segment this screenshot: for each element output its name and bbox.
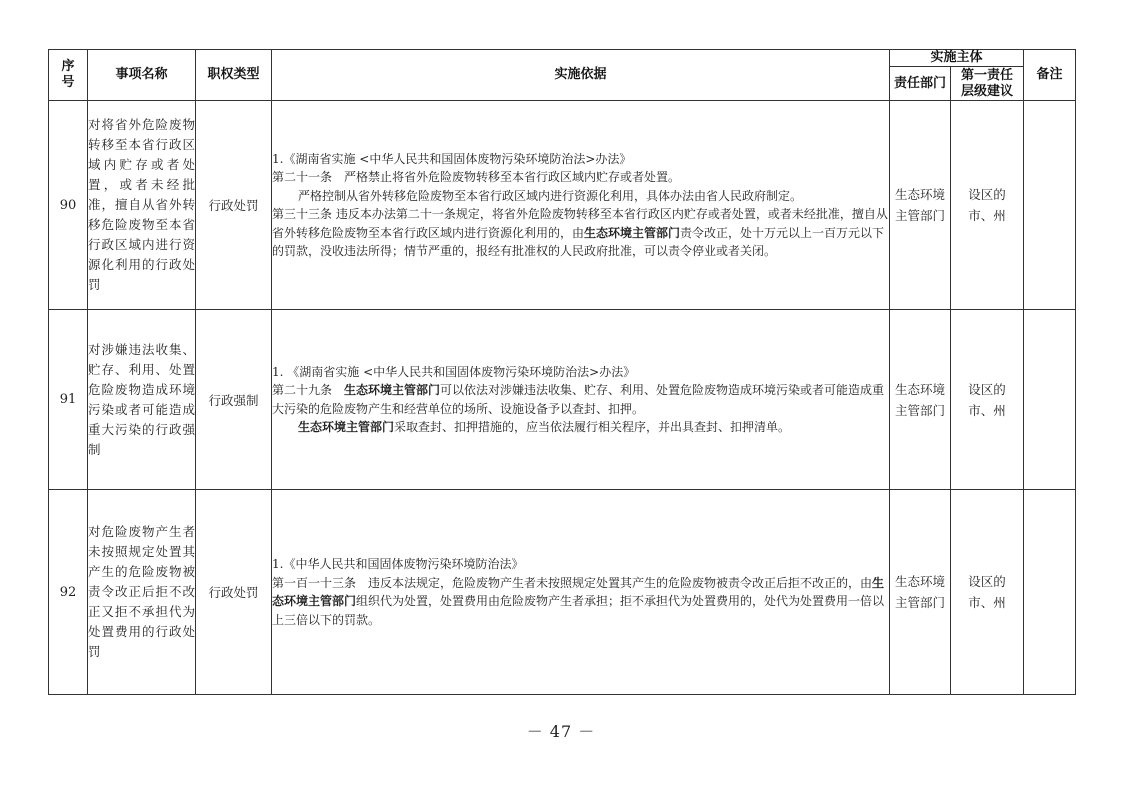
basis-line: 1.《中华人民共和国固体废物污染环境防治法》 — [272, 557, 524, 571]
basis-line — [272, 381, 889, 418]
basis-line — [272, 205, 889, 261]
basis-line — [272, 574, 889, 630]
table-row — [49, 490, 1076, 695]
row-number: 90 — [49, 101, 88, 310]
authority-table — [48, 49, 1076, 695]
page-number: － 47 － — [526, 722, 596, 741]
header-level: 第一责任 层级建议 — [951, 67, 1024, 101]
header-power-type: 职权类型 — [196, 50, 272, 101]
responsible-dept: 生态环境 主管部门 — [890, 310, 951, 490]
table-row — [49, 310, 1076, 490]
row-number: 91 — [49, 310, 88, 490]
header-basis: 实施依据 — [272, 50, 890, 101]
basis-text — [272, 490, 890, 695]
basis-line — [272, 418, 889, 437]
remark-cell — [1024, 310, 1076, 490]
power-type: 行政强制 — [196, 310, 272, 490]
header-remark: 备注 — [1024, 50, 1076, 101]
basis-text-segment: 组织代为处置，处置费用由危险废物产生者承担；拒不承担代为处置费用的，处代为处置费用一倍以上三倍以下的罚款。 — [272, 594, 885, 627]
basis-line: 严格控制从省外转移危险废物至本省行政区域内进行资源化利用，具体办法由省人民政府制定。 — [298, 188, 803, 203]
responsibility-level: 设区的 市、州 — [951, 310, 1024, 490]
basis-text-segment: 采取查封、扣押措施的，应当依法履行相关程序，并出具查封、扣押清单。 — [394, 420, 791, 434]
power-type: 行政处罚 — [196, 101, 272, 310]
basis-text-segment: 可以依法对涉嫌违法收集、贮存、利用、处置危险废物造成环境污染或者可能造成重大污染的危险废物产生和经营单位的场所、设施设备予以查封、扣押。 — [272, 383, 885, 416]
header-dept: 责任部门 — [890, 67, 951, 101]
basis-text — [272, 310, 890, 490]
item-name: 对危险废物产生者未按照规定处置其产生的危险废物被责令改正后拒不改正又拒不承担代为处置费用的行政处罚 — [88, 490, 196, 695]
header-no: 序 号 — [49, 50, 88, 101]
dept-keyword: 生态环境主管部门 — [298, 420, 395, 434]
remark-cell — [1024, 101, 1076, 310]
power-type: 行政处罚 — [196, 490, 272, 695]
responsible-dept: 生态环境 主管部门 — [890, 101, 951, 310]
remark-cell — [1024, 490, 1076, 695]
basis-line: 1. 《湖南省实施 <中华人民共和国固体废物污染环境防治法>办法》 — [272, 364, 636, 379]
header-subject: 实施主体 — [890, 50, 1024, 67]
basis-text — [272, 101, 890, 310]
dept-keyword: 生态环境主管部门 — [584, 225, 681, 240]
item-name: 对将省外危险废物转移至本省行政区域内贮存或者处置，或者未经批准，擅自从省外转移危险废物至本省行政区域内进行资源化利用的行政处罚 — [88, 101, 196, 310]
dept-keyword: 生态环境主管部门 — [272, 575, 885, 608]
responsibility-level: 设区的 市、州 — [951, 490, 1024, 695]
basis-text-segment: 第二十九条 — [272, 383, 345, 397]
basis-text-segment: 第三十三条 违反本办法第二十一条规定，将省外危险废物转移至本省行政区内贮存或者处置，或者未经批准，擅自从省外转移危险废物至本省行政区域内进行资源化利用的，由 — [272, 207, 888, 240]
item-name: 对涉嫌违法收集、贮存、利用、处置危险废物造成环境污染或者可能造成重大污染的行政强制 — [88, 310, 196, 490]
basis-line: 1.《湖南省实施 <中华人民共和国固体废物污染环境防治法>办法》 — [272, 151, 632, 166]
dept-keyword: 生态环境主管部门 — [344, 383, 441, 397]
responsible-dept: 生态环境 主管部门 — [890, 490, 951, 695]
basis-line: 第二十一条 严格禁止将省外危险废物转移至本省行政区域内贮存或者处置。 — [272, 170, 681, 184]
header-item-name: 事项名称 — [88, 50, 196, 101]
basis-text-segment: 责令改正，处十万元以上一百万元以下的罚款，没收违法所得；情节严重的，报经有批准权的人民政府批准，可以责令停业或者关闭。 — [272, 225, 885, 258]
row-number: 92 — [49, 490, 88, 695]
responsibility-level: 设区的 市、州 — [951, 101, 1024, 310]
basis-text-segment: 第一百一十三条 违反本法规定，危险废物产生者未按照规定处置其产生的危险废物被责令改正后拒不改正的，由 — [272, 575, 873, 590]
table-row — [49, 101, 1076, 310]
